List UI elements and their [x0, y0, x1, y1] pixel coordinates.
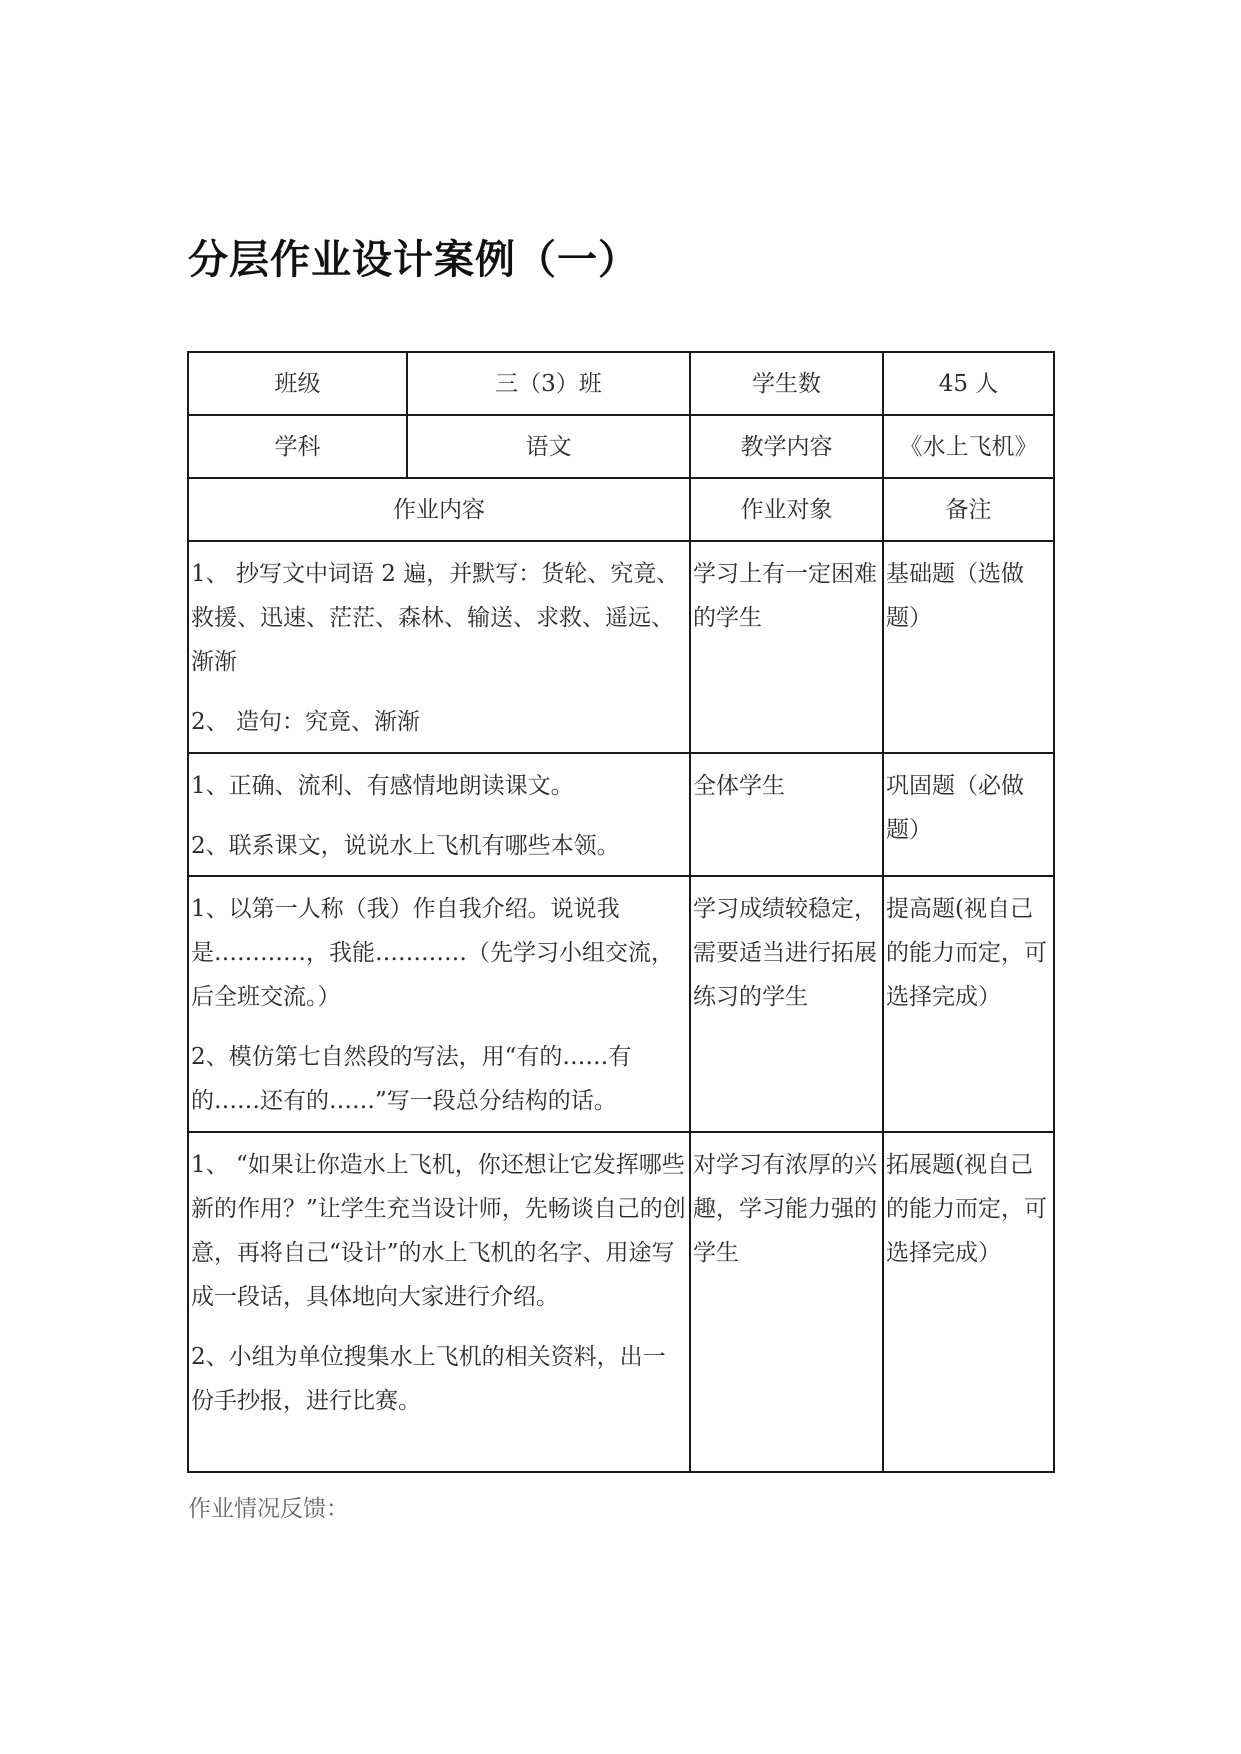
content-item: 1、正确、流利、有感情地朗读课文。 [191, 773, 574, 799]
note-cell: 基础题（选做题） [883, 541, 1054, 753]
note-cell: 巩固题（必做题） [883, 753, 1054, 876]
student-count-value: 45 人 [883, 352, 1054, 415]
homework-design-table [187, 351, 1055, 1473]
lesson-label: 教学内容 [690, 415, 883, 478]
info-row [188, 415, 1054, 478]
content-item: 2、联系课文，说说水上飞机有哪些本领。 [191, 833, 620, 859]
content-cell [188, 753, 690, 876]
header-row [188, 478, 1054, 541]
content-item: 2、 造句：究竟、渐渐 [191, 709, 420, 735]
content-item: 1、 抄写文中词语 2 遍，并默写：货轮、究竟、救援、迅速、茫茫、森林、输送、求救、遥远、渐渐 [191, 561, 680, 675]
class-value: 三（3）班 [407, 352, 690, 415]
content-item: 1、 “如果让你造水上飞机，你还想让它发挥哪些新的作用？”让学生充当设计师，先畅谈自己的创意，再将自己“设计”的水上飞机的名字、用途写成一段话，具体地向大家进行介绍。 [191, 1152, 686, 1310]
content-cell [188, 1132, 690, 1472]
content-item: 2、小组为单位搜集水上飞机的相关资料，出一份手抄报，进行比赛。 [191, 1344, 666, 1414]
target-cell: 学习成绩较稳定，需要适当进行拓展练习的学生 [690, 876, 883, 1132]
content-item: 2、模仿第七自然段的写法，用“有的……有的……还有的……”写一段总分结构的话。 [191, 1044, 632, 1114]
feedback-label: 作业情况反馈： [188, 1496, 349, 1522]
table-row [188, 753, 1054, 876]
target-cell: 全体学生 [690, 753, 883, 876]
note-header: 备注 [883, 478, 1054, 541]
content-item: 1、以第一人称（我）作自我介绍。说说我是…………，我能…………（先学习小组交流，后全班交流。） [191, 896, 674, 1010]
student-count-label: 学生数 [690, 352, 883, 415]
content-cell [188, 541, 690, 753]
table-row [188, 541, 1054, 753]
note-cell: 拓展题(视自己的能力而定，可选择完成） [883, 1132, 1054, 1472]
page-title: 分层作业设计案例（一） [188, 237, 639, 283]
class-label: 班级 [188, 352, 407, 415]
subject-label: 学科 [188, 415, 407, 478]
target-header: 作业对象 [690, 478, 883, 541]
target-cell: 学习上有一定困难的学生 [690, 541, 883, 753]
target-cell: 对学习有浓厚的兴趣，学习能力强的学生 [690, 1132, 883, 1472]
table-row [188, 876, 1054, 1132]
subject-value: 语文 [407, 415, 690, 478]
info-row [188, 352, 1054, 415]
content-header: 作业内容 [188, 478, 690, 541]
lesson-value: 《水上飞机》 [883, 415, 1054, 478]
content-cell [188, 876, 690, 1132]
table-row [188, 1132, 1054, 1472]
note-cell: 提高题(视自己的能力而定，可选择完成） [883, 876, 1054, 1132]
